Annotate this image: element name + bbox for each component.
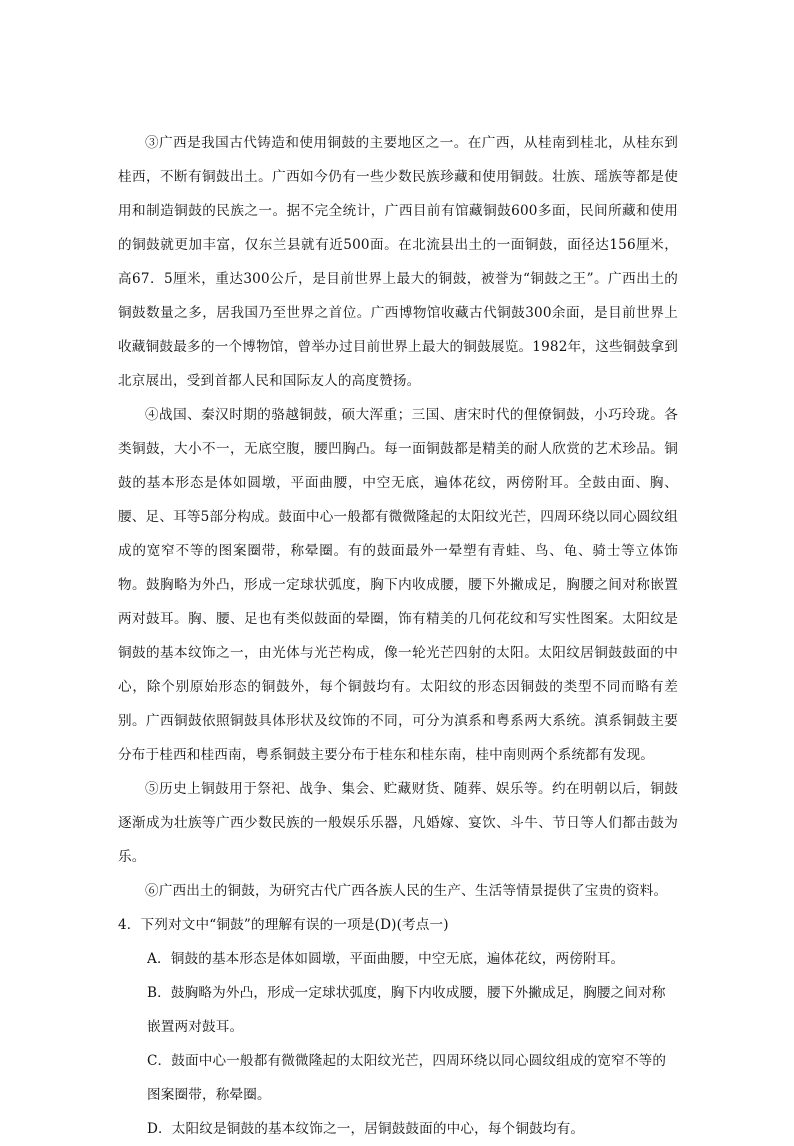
option-a: A．铜鼓的基本形态是体如圆墩，平面曲腰，中空无底，遍体花纹，两傍附耳。 bbox=[147, 951, 625, 967]
paragraph-3: ③广西是我国古代铸造和使用铜鼓的主要地区之一。在广西，从桂南到桂北，从桂东到桂西，不断有铜鼓出土。广西如今仍有一些少数民族珍藏和使用铜鼓。壮族、瑶族等都是使用和制造铜鼓的民族之一。据不完全统计，广西目前有馆藏铜鼓600多面，民间所藏和使用的铜鼓就更加丰富，仅东兰县就有近500面。在北流县出土的一面铜鼓，面径达156厘米，高67．5厘米，重达300公斤，是目前世界上最大的铜鼓，被誉为“铜鼓之王”。广西出土的铜鼓数量之多，居我国乃至世界之首位。广西博物馆收藏古代铜鼓300余面，是目前世界上收藏铜鼓最多的一个博物馆，曾举办过目前世界上最大的铜鼓展览。1982年，这些铜鼓拿到北京展出，受到首都人民和国际友人的高度赞扬。 bbox=[118, 135, 678, 389]
paragraph-6: ⑥广西出土的铜鼓，为研究古代广西各族人民的生产、生活等情景提供了宝贵的资料。 bbox=[145, 883, 668, 899]
document-body bbox=[118, 126, 678, 1146]
option-b-line-2: 嵌置两对鼓耳。 bbox=[147, 1019, 244, 1035]
option-c-line-1: C．鼓面中心一般都有微微隆起的太阳纹光芒，四周环绕以同心圆纹组成的宽窄不等的 bbox=[147, 1053, 667, 1069]
option-c-line-2: 图案圈带，称晕圈。 bbox=[147, 1087, 271, 1103]
option-d: D．太阳纹是铜鼓的基本纹饰之一，居铜鼓鼓面的中心，每个铜鼓均有。 bbox=[147, 1121, 585, 1137]
paragraph-5: ⑤历史上铜鼓用于祭祀、战争、集会、贮藏财货、随葬、娱乐等。约在明朝以后，铜鼓逐渐成为壮族等广西少数民族的一般娱乐乐器，凡婚嫁、宴饮、斗牛、节日等人们都击鼓为乐。 bbox=[118, 781, 678, 865]
question-4-stem: 4．下列对文中“铜鼓”的理解有误的一项是(D)(考点一) bbox=[118, 917, 449, 933]
paragraph-4: ④战国、秦汉时期的骆越铜鼓，硕大浑重；三国、唐宋时代的俚僚铜鼓，小巧玲珑。各类铜鼓，大小不一，无底空腹，腰凹胸凸。每一面铜鼓都是精美的耐人欣赏的艺术珍品。铜鼓的基本形态是体如圆墩，平面曲腰，中空无底，遍体花纹，两傍附耳。全鼓由面、胸、腰、足、耳等5部分构成。鼓面中心一般都有微微隆起的太阳纹光芒，四周环绕以同心圆纹组成的宽窄不等的图案圈带，称晕圈。有的鼓面最外一晕塑有青蛙、鸟、龟、骑士等立体饰物。鼓胸略为外凸，形成一定球状弧度，胸下内收成腰，腰下外撇成足，胸腰之间对称嵌置两对鼓耳。胸、腰、足也有类似鼓面的晕圈，饰有精美的几何花纹和写实性图案。太阳纹是铜鼓的基本纹饰之一，由光体与光芒构成，像一轮光芒四射的太阳。太阳纹居铜鼓鼓面的中心，除个别原始形态的铜鼓外，每个铜鼓均有。太阳纹的形态因铜鼓的类型不同而略有差别。广西铜鼓依照铜鼓具体形状及纹饰的不同，可分为滇系和粤系两大系统。滇系铜鼓主要分布于桂西和桂西南，粤系铜鼓主要分布于桂东和桂东南，桂中南则两个系统都有发现。 bbox=[118, 407, 678, 763]
option-b-line-1: B．鼓胸略为外凸，形成一定球状弧度，胸下内收成腰，腰下外撇成足，胸腰之间对称 bbox=[147, 985, 666, 1001]
